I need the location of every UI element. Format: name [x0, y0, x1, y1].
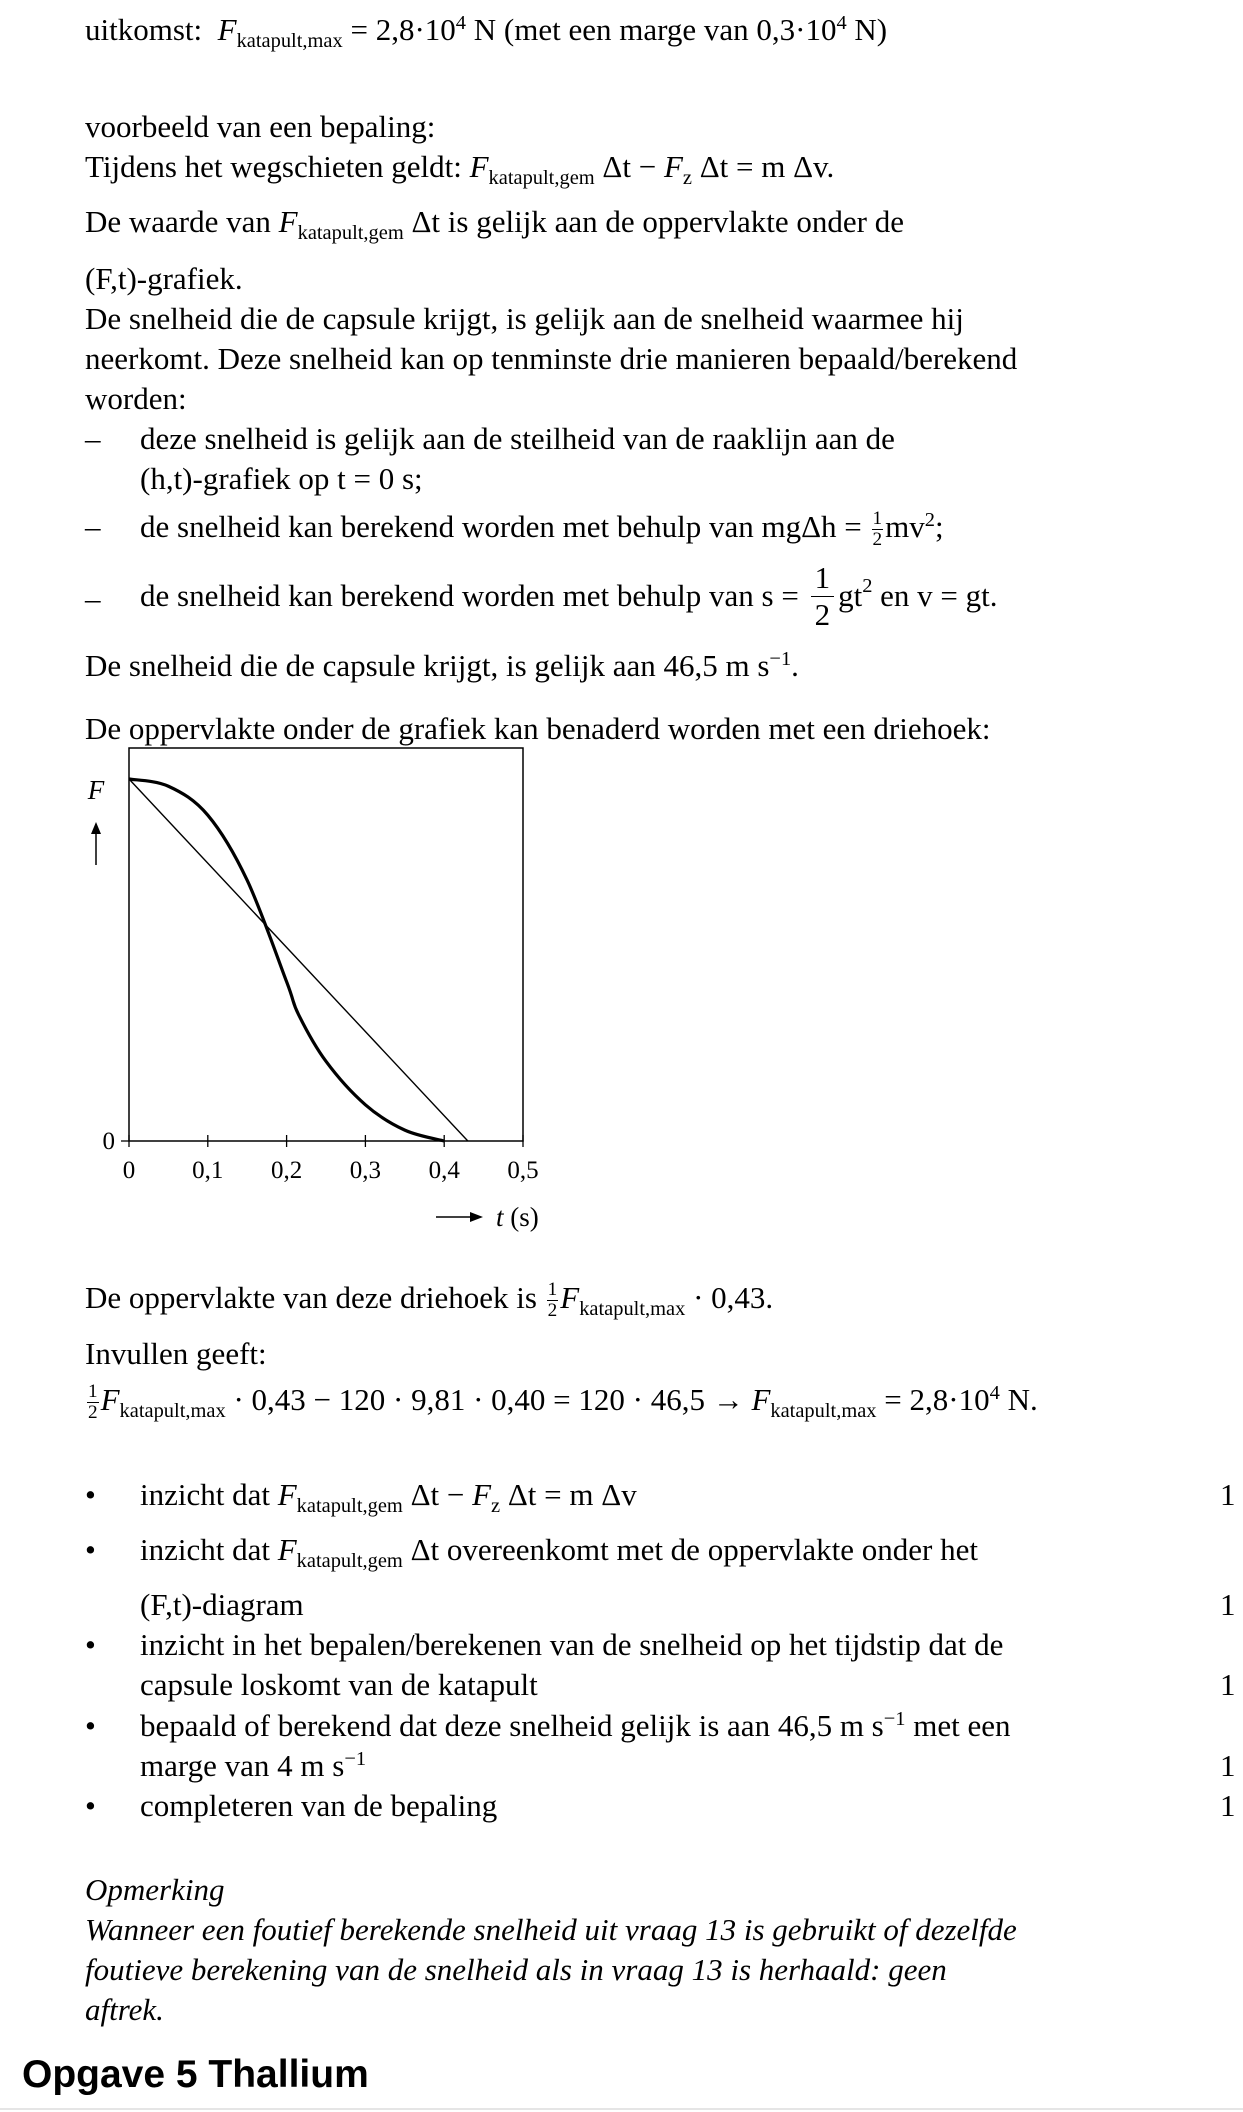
criterion-text: bepaald of berekend dat deze snelheid gelijk is aan 46,5 m s	[140, 1708, 884, 1743]
var-f: F	[277, 1477, 297, 1512]
y-axis-label: F	[87, 775, 105, 805]
equation-part: · 0,43 − 120 · 9,81 · 0,40 = 120 · 46,5 →	[225, 1382, 752, 1417]
frac-den: 2	[88, 1402, 98, 1424]
frac-den: 2	[547, 1300, 558, 1322]
result-unit: N)	[846, 12, 888, 47]
var-f: F	[277, 1532, 297, 1567]
frac-num: 1	[88, 1381, 98, 1403]
score: 1	[1220, 1587, 1236, 1622]
score: 1	[1220, 1788, 1236, 1823]
list-dash: –	[85, 581, 101, 616]
frac-num: 1	[547, 1279, 558, 1301]
equation-part: Δt = m Δv.	[691, 149, 835, 184]
note-line: Wanneer een foutief berekende snelheid uit vraag 13 is gebruikt of dezelfde	[85, 1912, 1017, 1947]
paragraph-line: worden:	[85, 381, 187, 416]
paragraph-line: De snelheid die de capsule krijgt, is gelijk aan de snelheid waarmee hij	[85, 301, 964, 336]
bullet: •	[85, 1532, 96, 1567]
speed-text: De snelheid die de capsule krijgt, is gelijk aan 46,5 m s	[85, 648, 770, 683]
x-tick-label: 0	[122, 1157, 136, 1184]
note-line: foutieve berekening van de snelheid als in vraag 13 is herhaald: geen	[85, 1952, 947, 1987]
sub-max: katapult,max	[119, 1400, 226, 1423]
frac-num: 1	[811, 560, 835, 597]
criterion-text: inzicht dat	[140, 1532, 278, 1567]
area-text: is gelijk aan de oppervlakte onder de	[440, 204, 905, 239]
method-text: en v = gt.	[872, 578, 998, 614]
result-margin-exp: 4	[836, 11, 847, 34]
criterion-text: overeenkomt met de oppervlakte onder het	[439, 1532, 978, 1567]
x-axis-arrowhead	[470, 1212, 483, 1222]
method-item-1-cont: (h,t)-grafiek op t = 0 s;	[140, 461, 423, 496]
method-text: de snelheid kan berekend worden met behulp van mgΔh =	[140, 509, 870, 544]
criterion-text: inzicht dat	[140, 1477, 278, 1512]
fraction-half	[87, 1382, 99, 1423]
x-axis-label: t (s)	[496, 1202, 539, 1232]
exponent: −1	[344, 1747, 367, 1770]
sub-gem: katapult,gem	[296, 1495, 403, 1518]
result-exp: 4	[455, 11, 466, 34]
example-title: voorbeeld van een bepaling:	[85, 109, 436, 144]
speed-text: .	[791, 648, 799, 683]
criterion-text: Δt = m Δv	[500, 1477, 637, 1512]
score: 1	[1220, 1477, 1236, 1512]
criterion-text: marge van 4 m s	[140, 1748, 345, 1783]
sub-max: katapult,max	[579, 1298, 686, 1321]
triangle-area	[85, 1278, 773, 1322]
page-bottom-rule	[0, 2108, 1243, 2110]
list-dash: –	[85, 509, 101, 544]
bullet: •	[85, 1788, 96, 1823]
x-tick-label: 0,3	[349, 1157, 382, 1184]
criterion-4	[140, 1706, 1011, 1746]
area-intro: De waarde van	[85, 204, 279, 239]
note-title: Opmerking	[85, 1872, 225, 1907]
criterion-4-cont	[140, 1746, 366, 1786]
fill-in-label: Invullen geeft:	[85, 1336, 267, 1371]
criterion-3: inzicht in het bepalen/berekenen van de snelheid op het tijdstip dat de	[140, 1627, 1004, 1662]
sub-max: katapult,max	[770, 1400, 877, 1423]
final-equation	[85, 1380, 1038, 1424]
criterion-5: completeren van de bepaling	[140, 1788, 498, 1823]
exponent: 4	[989, 1381, 1000, 1404]
x-tick-label: 0,4	[428, 1157, 460, 1184]
var-f: F	[469, 149, 489, 184]
equation-part: Δt −	[594, 149, 664, 184]
equation-intro: Tijdens het wegschieten geldt:	[85, 149, 470, 184]
bullet: •	[85, 1627, 96, 1662]
list-dash: –	[85, 421, 101, 456]
delta-t: Δt	[403, 204, 441, 239]
triangle-intro: De oppervlakte onder de grafiek kan benaderd worden met een driehoek:	[85, 711, 991, 746]
sub-z: z	[491, 1495, 501, 1518]
score: 1	[1220, 1667, 1236, 1702]
score: 1	[1220, 1748, 1236, 1783]
method-text: de snelheid kan berekend worden met behulp van s =	[140, 578, 807, 614]
y-tick-label: 0	[102, 1128, 115, 1155]
result-label: uitkomst:	[85, 12, 203, 47]
frac-den: 2	[872, 529, 883, 551]
var-f: F	[663, 149, 683, 184]
criterion-2	[140, 1530, 978, 1573]
sub-gem: katapult,gem	[297, 222, 404, 245]
y-axis-arrowhead	[91, 822, 101, 834]
x-tick-label: 0,2	[270, 1157, 303, 1184]
method-item-1: deze snelheid is gelijk aan de steilheid van de raaklijn aan de	[140, 421, 895, 456]
bullet: •	[85, 1708, 96, 1743]
paragraph-line: neerkomt. Deze snelheid kan op tenminste drie manieren bepaald/berekend	[85, 341, 1018, 376]
frac-den: 2	[814, 596, 831, 632]
result-value: = 2,8·10	[342, 12, 456, 47]
sub-gem: katapult,gem	[488, 167, 595, 190]
fraction-half	[811, 560, 835, 632]
var-f: F	[472, 1477, 492, 1512]
result-margin: N (met een marge van 0,3·10	[466, 12, 837, 47]
force-curve	[129, 779, 444, 1141]
frac-num: 1	[872, 508, 883, 530]
sub-z: z	[682, 167, 692, 190]
plot-frame	[129, 748, 523, 1141]
fraction-half	[872, 509, 884, 550]
method-text: gt	[838, 578, 863, 614]
area-text: De oppervlakte van deze driehoek is	[85, 1280, 545, 1315]
area-text: · 0,43.	[685, 1280, 774, 1315]
criterion-text: Δt −	[402, 1477, 473, 1512]
note-line: aftrek.	[85, 1992, 164, 2027]
equation-part: = 2,8·10	[876, 1382, 990, 1417]
criterion-text: met een	[905, 1708, 1011, 1743]
x-tick-label: 0,5	[507, 1157, 539, 1184]
method-text: mv	[885, 509, 925, 544]
var-f: F	[278, 204, 298, 239]
exponent: −1	[769, 647, 792, 670]
equation-part: N.	[999, 1382, 1038, 1417]
bullet: •	[85, 1477, 96, 1512]
sub-max: katapult,max	[236, 30, 343, 53]
var-f: F	[217, 12, 237, 47]
sub-gem: katapult,gem	[296, 1550, 403, 1573]
triangle-line	[129, 779, 468, 1141]
exponent: 2	[924, 508, 935, 531]
criterion-2-cont: (F,t)-diagram	[140, 1587, 304, 1622]
paragraph-line: (F,t)-grafiek.	[85, 261, 243, 296]
criterion-text: Δt	[402, 1532, 440, 1567]
var-f: F	[751, 1382, 771, 1417]
force-time-chart	[0, 0, 560, 1250]
exponent: 2	[862, 575, 873, 597]
criterion-1	[140, 1475, 637, 1518]
exponent: −1	[883, 1707, 906, 1730]
criterion-3-cont: capsule loskomt van de katapult	[140, 1667, 538, 1702]
var-f: F	[100, 1382, 120, 1417]
method-text: ;	[935, 509, 944, 544]
x-tick-label: 0,1	[192, 1157, 224, 1184]
section-heading: Opgave 5 Thallium	[22, 2053, 369, 2096]
fraction-half	[547, 1280, 559, 1321]
var-f: F	[560, 1280, 580, 1315]
